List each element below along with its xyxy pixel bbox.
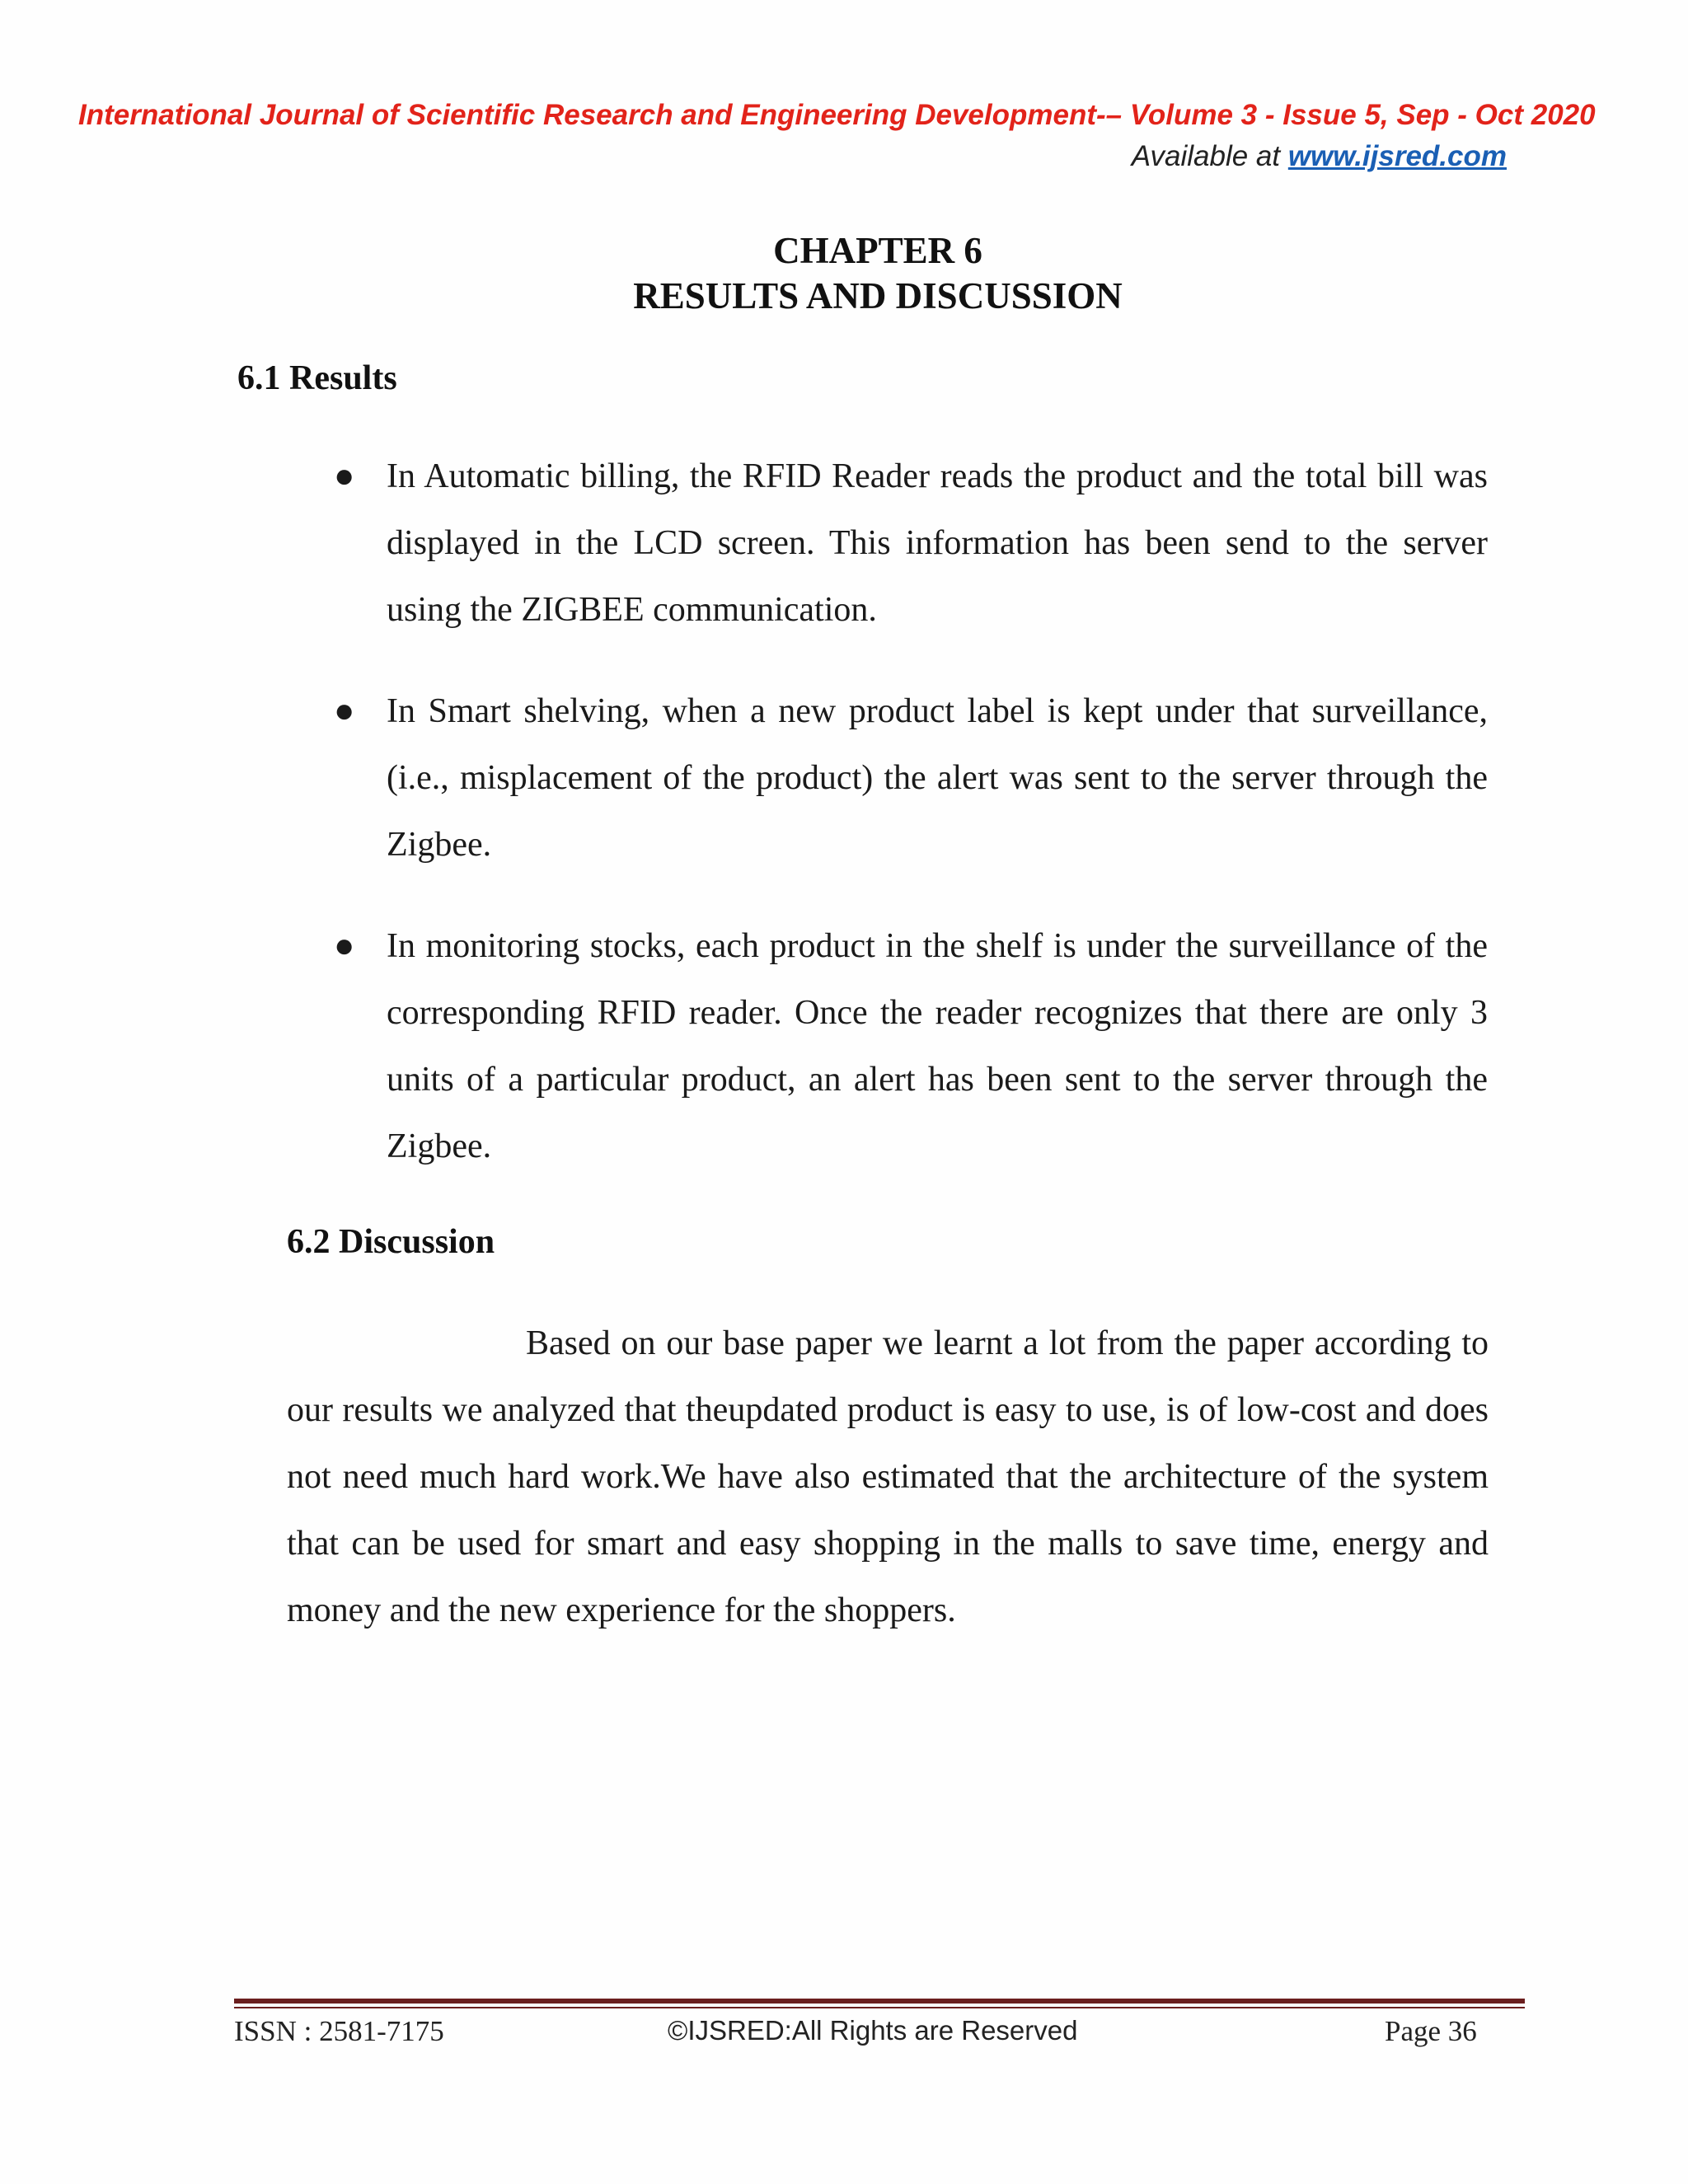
list-item [334,913,1488,1180]
bullet-icon: ● [334,927,355,965]
bullet-text: In Automatic billing, the RFID Reader reads the product and the total bill was displayed in the LCD screen. This information has been send to the server using the ZIGBEE communication. [387,457,1488,629]
results-heading: 6.1 Results [237,359,397,397]
footer-issn: ISSN : 2581-7175 [234,2015,444,2047]
bullet-icon: ● [334,692,355,730]
availability-line [1132,140,1507,173]
discussion-paragraph: Based on our base paper we learnt a lot from the paper according to our results we analyzed that theupdated product is easy to use, is of low-cost and does not need much hard work.We have also estimated that the architecture of the system that can be used for smart and easy shopping in the malls to save time, energy and money and the new experience for the shoppers. [287,1324,1489,1629]
discussion-heading: 6.2 Discussion [287,1223,495,1261]
chapter-title: RESULTS AND DISCUSSION [633,275,1123,316]
results-bullet-list [334,443,1488,1215]
bullet-text: In Smart shelving, when a new product label is kept under that surveillance, (i.e., misplacement of the product) the alert was sent to the server through the Zigbee. [387,692,1488,864]
bullet-text: In monitoring stocks, each product in the shelf is under the surveillance of the corresponding RFID reader. Once the reader recognizes that there are only 3 units of a particular product, an alert has been sent to the server through the Zigbee. [387,927,1488,1165]
website-link[interactable]: www.ijsred.com [1287,140,1507,172]
list-item [334,678,1488,879]
list-item [334,443,1488,644]
chapter-number: CHAPTER 6 [773,230,982,271]
bullet-icon: ● [334,457,355,495]
journal-title: International Journal of Scientific Research and Engineering Development-– Volume 3 - Issue 5, Sep - Oct 2020 [78,99,1596,131]
footer-copyright: ©IJSRED:All Rights are Reserved [668,2015,1078,2046]
footer-divider-thin [234,2007,1525,2008]
footer-divider [234,1999,1525,2004]
available-at-label: Available at [1131,140,1288,172]
footer-page-number: Page 36 [1385,2015,1477,2047]
